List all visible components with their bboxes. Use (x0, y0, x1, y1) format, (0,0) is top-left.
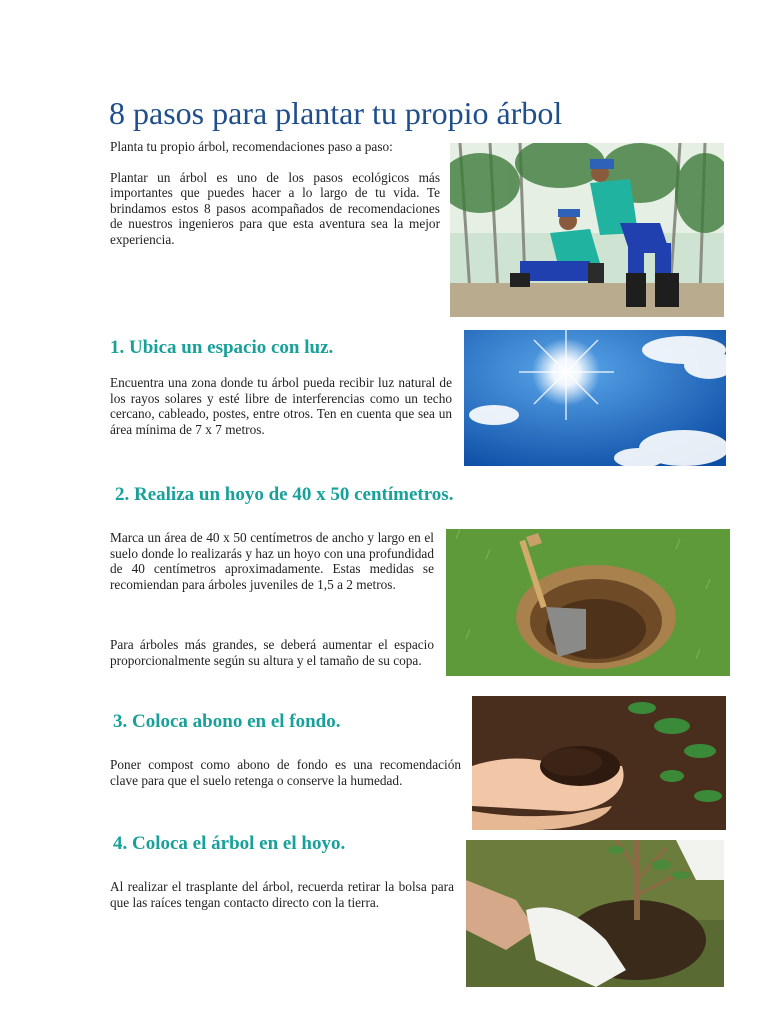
step-3-heading: 3. Coloca abono en el fondo. (113, 711, 341, 732)
step-1-paragraph: Encuentra una zona donde tu árbol pueda recibir luz natural de los rayos solares y esté libre de interferencias como un techo cercano, cableado, postes, entre otros. Ten en cuenta que sea un área mínima de 7 x 7 metros. (110, 375, 452, 437)
step-4-paragraph: Al realizar el trasplante del árbol, recuerda retirar la bolsa para que las raíces tengan contacto directo con la tierra. (110, 879, 454, 910)
step-4-heading: 4. Coloca el árbol en el hoyo. (113, 833, 346, 854)
step-3-paragraph: Poner compost como abono de fondo es una recomendación clave para que el suelo retenga o conserve la humedad. (110, 757, 461, 788)
page-title: 8 pasos para plantar tu propio árbol (109, 95, 563, 131)
hands-compost-photo (472, 696, 726, 830)
shovel-hole-photo (446, 529, 730, 676)
sun-sky-photo (464, 330, 726, 466)
step-1-heading: 1. Ubica un espacio con luz. (110, 337, 334, 358)
gloved-hands-tree-photo (466, 840, 724, 987)
intro-line: Planta tu propio árbol, recomendaciones paso a paso: (110, 139, 393, 154)
intro-block (110, 139, 440, 247)
intro-paragraph: Plantar un árbol es uno de los pasos ecológicos más importantes que puedes hacer a lo largo de tu vida. Te brindamos estos 8 pasos acompañados de recomendaciones de nuestros ingenieros para que esta aventura sea la mejor experiencia. (110, 169, 440, 247)
step-2-paragraph-2: Para árboles más grandes, se deberá aumentar el espacio proporcionalmente según su altura y el tamaño de su copa. (110, 637, 434, 668)
step-2-heading: 2. Realiza un hoyo de 40 x 50 centímetros. (115, 484, 454, 505)
step-2-paragraph-1: Marca un área de 40 x 50 centímetros de ancho y largo en el suelo donde lo realizarás y haz un hoyo con una profundidad de 40 centímetros aproximadamente. Estas medidas se recomiendan para árboles juveniles de 1,5 a 2 metros. (110, 530, 434, 592)
workers-planting-photo (450, 143, 724, 317)
